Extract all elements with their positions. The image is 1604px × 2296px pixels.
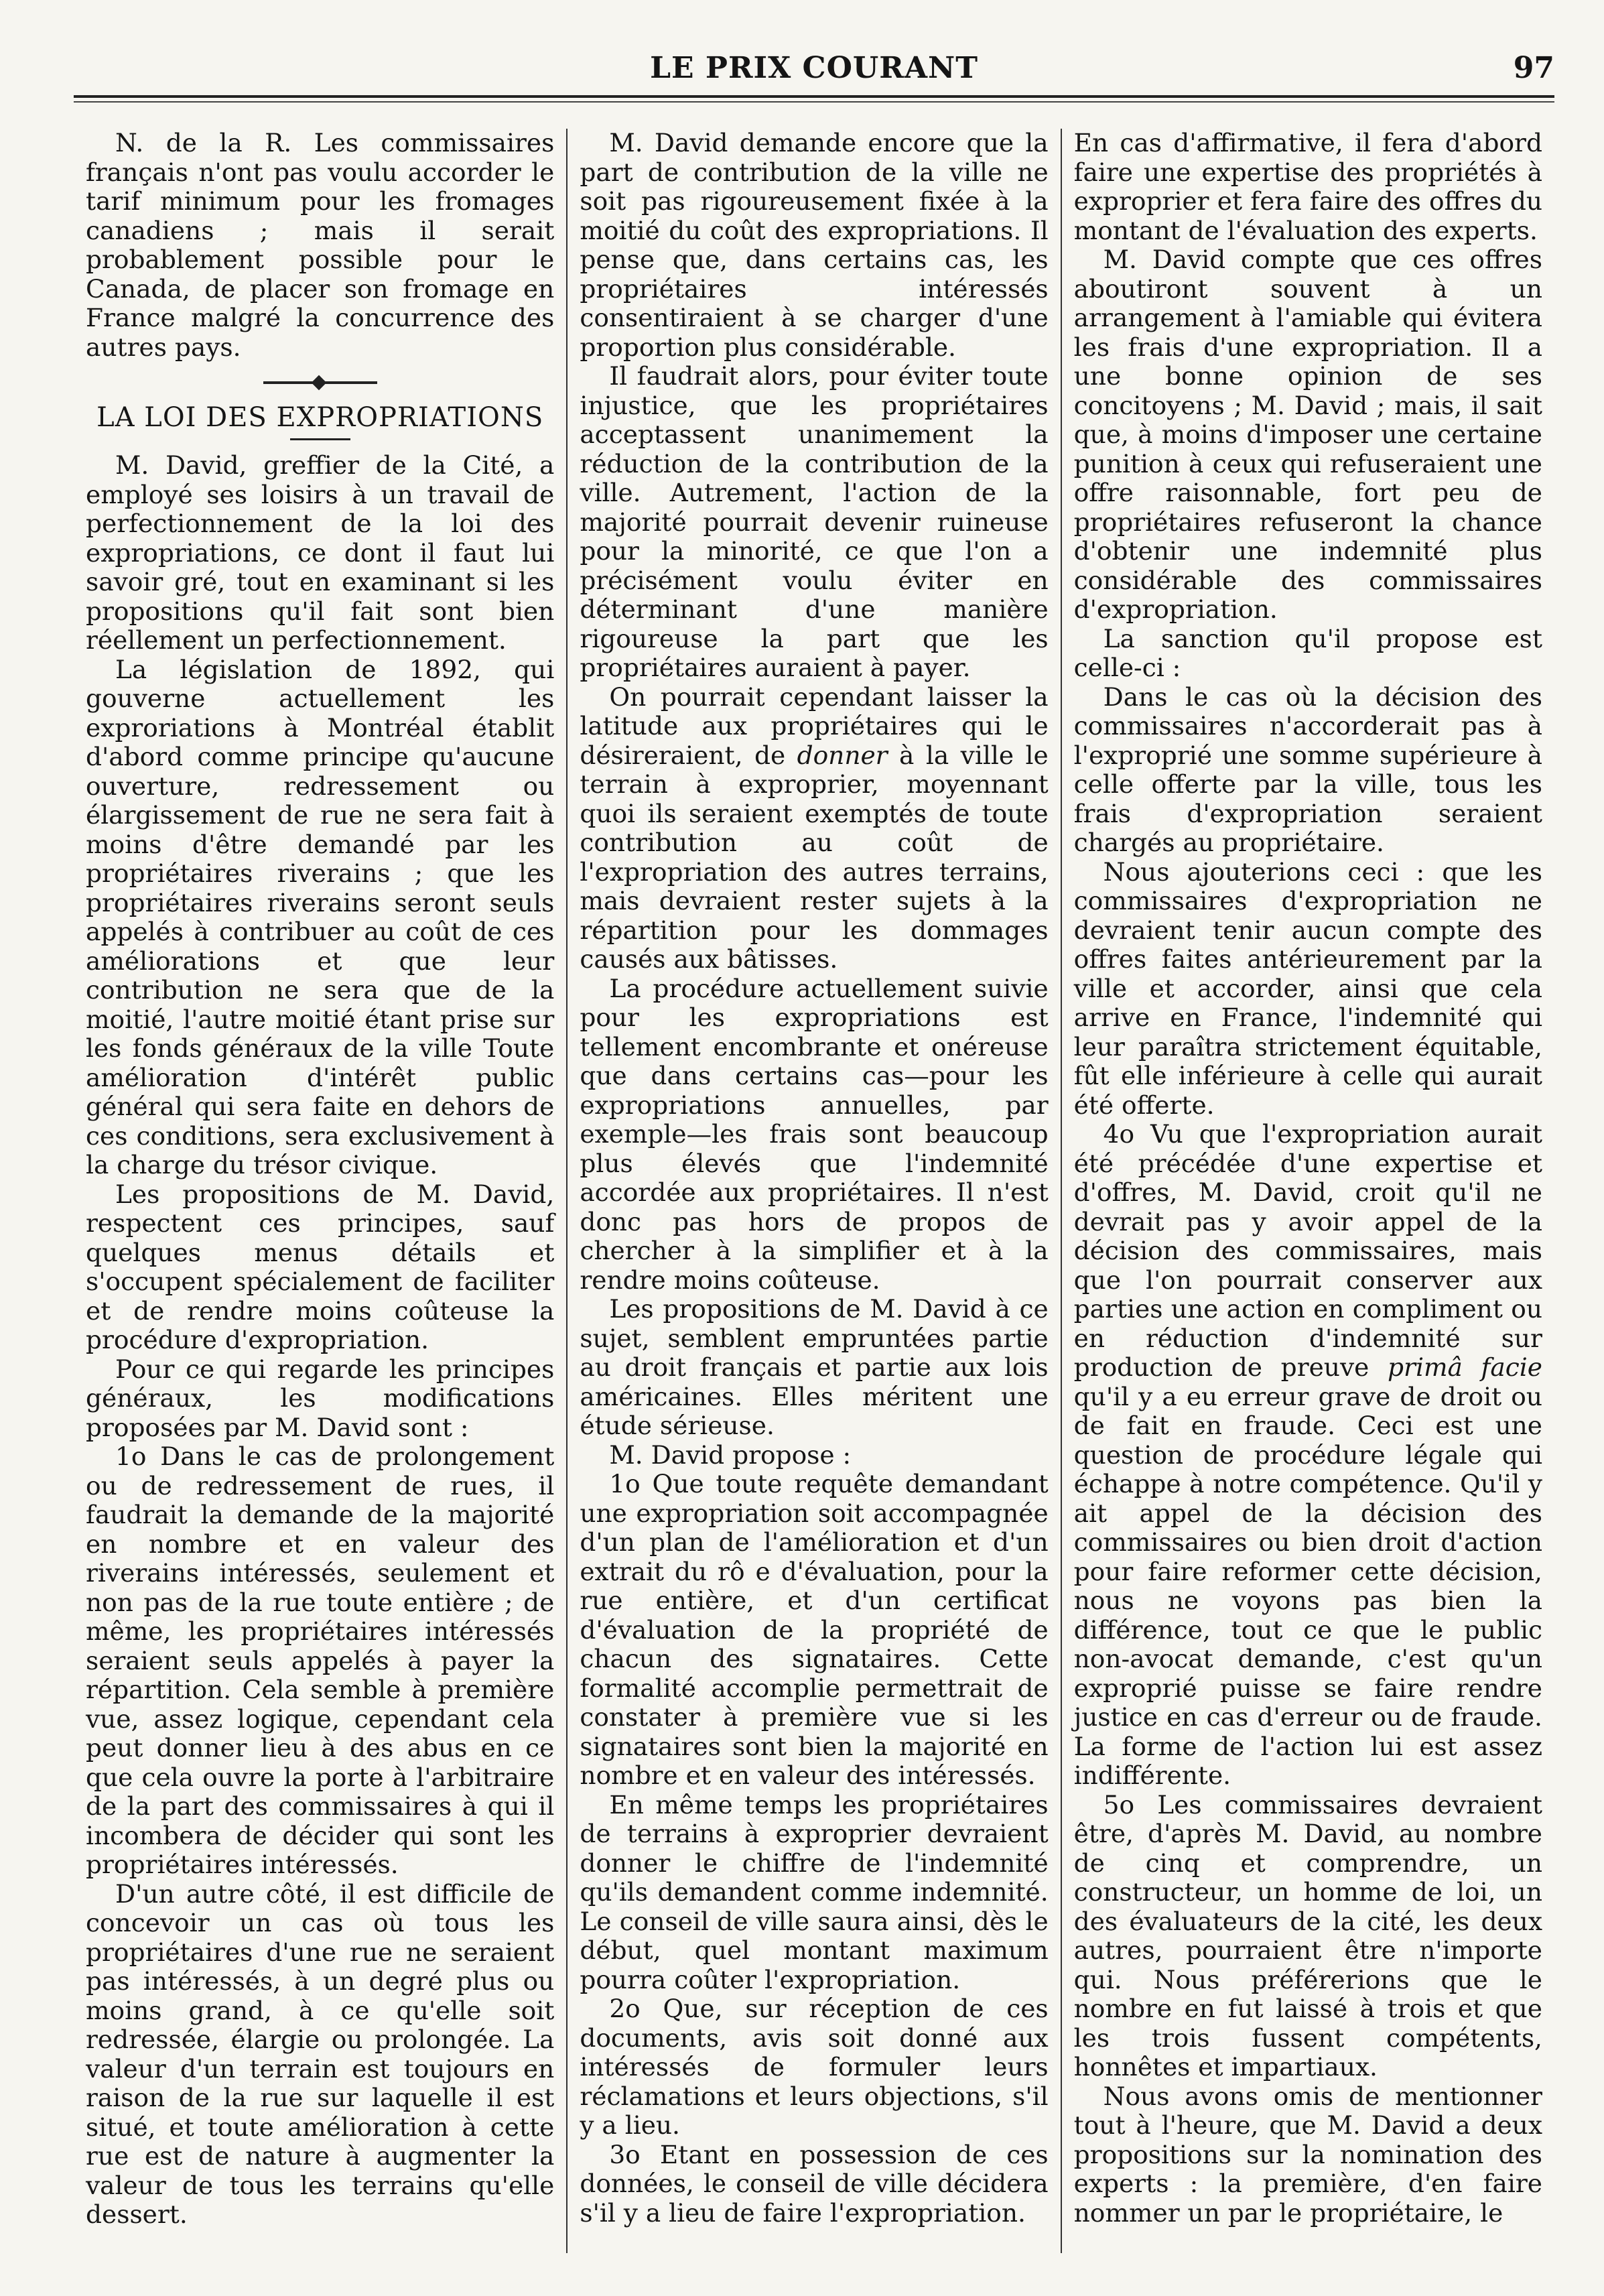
column-2 — [566, 129, 1060, 2253]
text-run: à la ville le terrain à exproprier, moyennant quoi ils seraient exemptés de toute contribution au coût de l'expropriation des autres terrains, mais devraient rester sujets à la répartition pour les dommages causés aux bâtisses. — [580, 740, 1049, 974]
emphasis: donner — [797, 740, 888, 770]
text-run: On pourrait cependant laisser la latitude aux propriétaires qui le désireraient, de — [580, 682, 1049, 770]
paragraph: Les propositions de M. David à ce sujet, semblent empruntées partie au droit français et partie aux lois américaines. Elles méritent une étude sérieuse. — [580, 1294, 1049, 1440]
ornament-icon — [263, 381, 377, 384]
emphasis: primâ facie — [1388, 1352, 1542, 1382]
paragraph: En cas d'affirmative, il fera d'abord faire une expertise des propriétés à exproprier et fera faire des offres du montant de l'évaluation des experts. — [1073, 129, 1542, 245]
paragraph: 2o Que, sur réception de ces documents, avis soit donné aux intéressés de formuler leurs réclamations et leurs objections, s'il y a lieu. — [580, 1994, 1049, 2140]
paragraph: Pour ce qui regarde les principes généraux, les modifications proposées par M. David sont : — [86, 1354, 555, 1442]
article-columns — [74, 129, 1554, 2253]
paragraph — [1074, 1120, 1542, 1791]
paragraph: D'un autre côté, il est difficile de concevoir un cas où tous les propriétaires d'une rue ne seraient pas intéressés, à un degré plus ou moins grand, à ce qu'elle soit redressée, élargie ou prolongée. La valeur d'un terrain est toujours en raison de la rue sur laquelle il est situé, et toute amélioration à cette rue est de nature à augmenter la valeur de tous les terrains qu'elle dessert. — [86, 1878, 555, 2229]
paragraph — [580, 683, 1048, 974]
ornament-divider — [86, 367, 554, 394]
paragraph: M. David propose : — [609, 1440, 852, 1470]
paragraph: 1o Que toute requête demandant une expropriation soit accompagnée d'un plan de l'amélioration et d'un extrait du rô e d'évaluation, pour la rue entière, et d'un certificat d'évaluation de la propriété de chacun des signataires. Cette formalité accomplie permettrait de constater à première vue si les signataires sont bien la majorité en nombre et en valeur des intéressés. — [580, 1469, 1049, 1790]
section-title: LA LOI DES EXPROPRIATIONS — [96, 402, 544, 433]
column-3 — [1061, 129, 1554, 2253]
paragraph: En même temps les propriétaires de terrains à exproprier devraient donner le chiffre de l'indemnité qu'ils demandent comme indemnité. Le conseil de ville saura ainsi, dès le début, quel montant maximum pourra coûter l'expropriation. — [580, 1789, 1049, 1994]
editor-note: N. de la R. Les commissaires français n'ont pas voulu accorder le tarif minimum pour les fromages canadiens ; mais il serait probablement possible pour le Canada, de placer son fromage en France malgré la concurrence des autres pays. — [86, 129, 555, 362]
paragraph: Il faudrait alors, pour éviter toute injustice, que les propriétaires acceptassent unanimement la réduction de la contribution de la ville. Autrement, l'action de la majorité pourrait devenir ruineuse pour la minorité, ce que l'on a précisément voulu éviter en déterminant d'une manière rigoureuse la part que les propriétaires auraient à payer. — [580, 361, 1049, 682]
paragraph: 5o Les commissaires devraient être, d'après M. David, au nombre de cinq et comprendre, un constructeur, un homme de loi, un des évaluateurs de la cité, les deux autres, pourraient être n'importe qui. Nous préférerions que le nombre en fut laissé à trois et que les trois fussent compétents, honnêtes et impartiaux. — [1073, 1789, 1542, 2082]
paragraph: 3o Etant en possession de ces données, le conseil de ville décidera s'il y a lieu de faire l'expropriation. — [580, 2139, 1049, 2228]
header-rule-thin — [74, 101, 1554, 103]
paragraph: Nous ajouterions ceci : que les commissaires d'expropriation ne devraient tenir aucun compte des offres faites antérieurement par la ville et accorder, ainsi que cela arrive en France, l'indemnité qui leur paraîtra strictement équitable, fût elle inférieure à celle qui aurait été offerte. — [1073, 856, 1542, 1120]
page-number: 97 — [1513, 51, 1554, 85]
text-run: qu'il y a eu erreur grave de droit ou de fait en fraude. Ceci est une question de procédure légale qui échappe à notre compétence. Qu'il y ait appel de la décision des commissaires ou bien droit d'action pour faire reformer cette décision, nous ne voyons pas bien la différence, tout ce que le public non-avocat demande, c'est qu'un exproprié puisse se faire rendre justice en cas d'erreur ou de fraude. La forme de l'action lui est assez indifférente. — [1073, 1381, 1542, 1790]
paragraph: Nous avons omis de mentionner tout à l'heure, que M. David a deux propositions sur la nomination des experts : la première, d'en faire nommer un par le propriétaire, le — [1073, 2081, 1542, 2228]
paragraph: Dans le cas où la décision des commissaires n'accorderait pas à l'exproprié une somme supérieure à celle offerte par la ville, tous les frais d'expropriation seraient chargés au propriétaire. — [1073, 682, 1542, 857]
paragraph: La procédure actuellement suivie pour les expropriations est tellement encombrante et onéreuse que dans certains cas—pour les expropriations annuelles, par exemple—les frais sont beaucoup plus élevés que l'indemnité accordée aux propriétaires. Il n'est donc pas hors de propos de chercher à la simplifier et à la rendre moins coûteuse. — [580, 973, 1049, 1295]
page-header — [74, 48, 1554, 91]
header-rule — [74, 95, 1554, 98]
paragraph: Les propositions de M. David, respectent ces principes, sauf quelques menus détails et s'occupent spécialement de faciliter et de rendre moins coûteuse la procédure d'expropriation. — [86, 1179, 555, 1354]
text-run: 4o Vu que l'expropriation aurait été précédée d'une expertise et d'offres, M. David, croit qu'il ne devrait pas y avoir appel de la décision des commissaires, mais que l'on pourrait conserver aux parties une action en compliment ou en réduction d'indemnité sur production de preuve — [1073, 1119, 1542, 1382]
paragraph: M. David compte que ces offres aboutiront souvent à un arrangement à l'amiable qui évitera les frais d'une expropriation. Il a une bonne opinion de ses concitoyens ; M. David ; mais, il sait que, à moins d'imposer une certaine punition à ceux qui refuseraient une offre raisonnable, fort peu de propriétaires refuseront la chance d'obtenir une indemnité plus considérable des commissaires d'expropriation. — [1073, 245, 1542, 624]
column-1 — [74, 129, 566, 2253]
paragraph: 1o Dans le cas de prolongement ou de redressement de rues, il faudrait la demande de la majorité en nombre et en valeur des riverains intéressés, seulement et non pas de la rue toute entière ; de même, les propriétaires intéressés seraient seuls appelés à payer la répartition. Cela semble à première vue, assez logique, cependant cela peut donner lieu à des abus en ce que cela ouvre la porte à l'arbitraire de la part des commissaires à qui il incombera de décider qui sont les propriétaires intéressés. — [86, 1442, 555, 1879]
short-rule — [290, 438, 350, 440]
paragraph: M. David demande encore que la part de contribution de la ville ne soit pas rigoureusement fixée à la moitié du coût des expropriations. Il pense que, dans certains cas, les propriétaires intéressés consentiraient à se charger d'une proportion plus considérable. — [580, 129, 1049, 362]
paragraph: La législation de 1892, qui gouverne actuellement les exproriations à Montréal établit d'abord comme principe qu'aucune ouverture, redressement ou élargissement de rue ne sera fait à moins d'être demandé par les propriétaires riverains ; que les propriétaires riverains seront seuls appelés à contribuer au coût de ces améliorations et que leur contribution ne sera que de la moitié, l'autre moitié étant prise sur les fonds généraux de la ville Toute amélioration d'intérêt public général qui sera faite en dehors de ces conditions, sera exclusivement à la charge du trésor civique. — [86, 654, 555, 1179]
paragraph: M. David, greffier de la Cité, a employé ses loisirs à un travail de perfectionnement de la loi des expropriations, ce dont il faut lui savoir gré, tout en examinant si les propositions qu'il fait sont bien réellement un perfectionnement. — [86, 450, 555, 655]
paragraph: La sanction qu'il propose est celle-ci : — [1073, 623, 1542, 682]
newspaper-title: LE PRIX COURANT — [650, 51, 978, 85]
